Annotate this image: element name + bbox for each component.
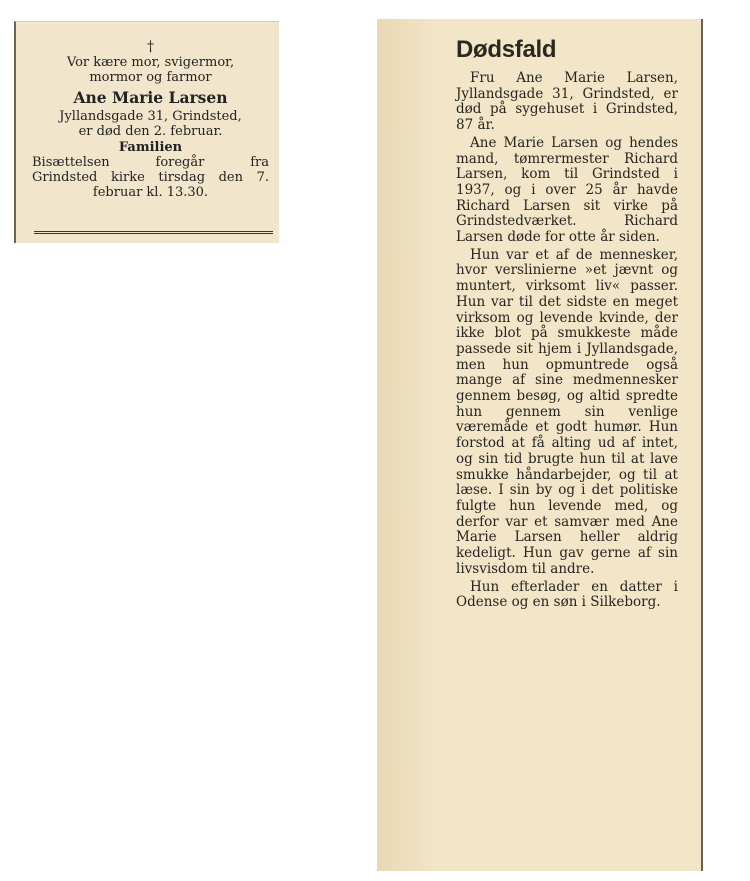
article-paragraph: Hun var et af de mennesker, hvor verslinierne »et jævnt og muntert, virksomt liv« passer. Hun var til det sidste en meget virksom og levende kvinde, der ikke blot på smukkeste måde passede sit hjem i Jyllandsgade, men hun opmuntrede også mange af sine medmennesker gennem besøg, og altid spredte hun gennem sin venlige væremåde et godt humør. Hun forstod at få alting ud af intet, og sin tid brugte hun til at lave smukke håndarbejder, og til at læse. I sin by og i det politiske fulgte hun levende med, og derfor var et samvær med Ane Marie Larsen heller aldrig kedeligt. Hun gav gerne af sin livsvisdom til andre. <box>456 246 678 577</box>
obituary-article-clipping <box>377 19 703 871</box>
notice-address-line: er død den 2. februar. <box>78 124 223 139</box>
cross-icon: † <box>147 39 154 55</box>
article-headline: Dødsfald <box>456 36 557 63</box>
notice-intro-line: mormor og farmor <box>89 70 212 85</box>
notice-address-line: Jyllandsgade 31, Grindsted, <box>59 109 242 124</box>
notice-bottom-rule <box>34 231 273 234</box>
death-notice-clipping <box>14 21 279 243</box>
article-paragraph: Fru Ane Marie Larsen, Jyllandsgade 31, Grindsted, er død på sygehuset i Grindsted, 87 år. <box>456 70 678 134</box>
notice-signature: Familien <box>118 140 183 155</box>
notice-funeral-line: februar kl. 13.30. <box>92 185 209 200</box>
notice-funeral-line: Grindsted kirke tirsdag den 7. <box>32 170 269 185</box>
notice-intro-line: Vor kære mor, svigermor, <box>66 55 235 70</box>
article-paragraph: Ane Marie Larsen og hendes mand, tømrermester Richard Larsen, kom til Grindsted i 1937, og i over 25 år havde Richard Larsen sit virke på Grindstedværket. Richard Larsen døde for otte år siden. <box>456 134 678 246</box>
paper-stain <box>377 19 437 871</box>
notice-funeral-line: Bisættelsen foregår fra <box>32 155 269 170</box>
article-body <box>456 71 678 613</box>
article-paragraph: Hun efterlader en datter i Odense og en søn i Silkeborg. <box>456 578 678 611</box>
deceased-name: Ane Marie Larsen <box>73 88 228 107</box>
